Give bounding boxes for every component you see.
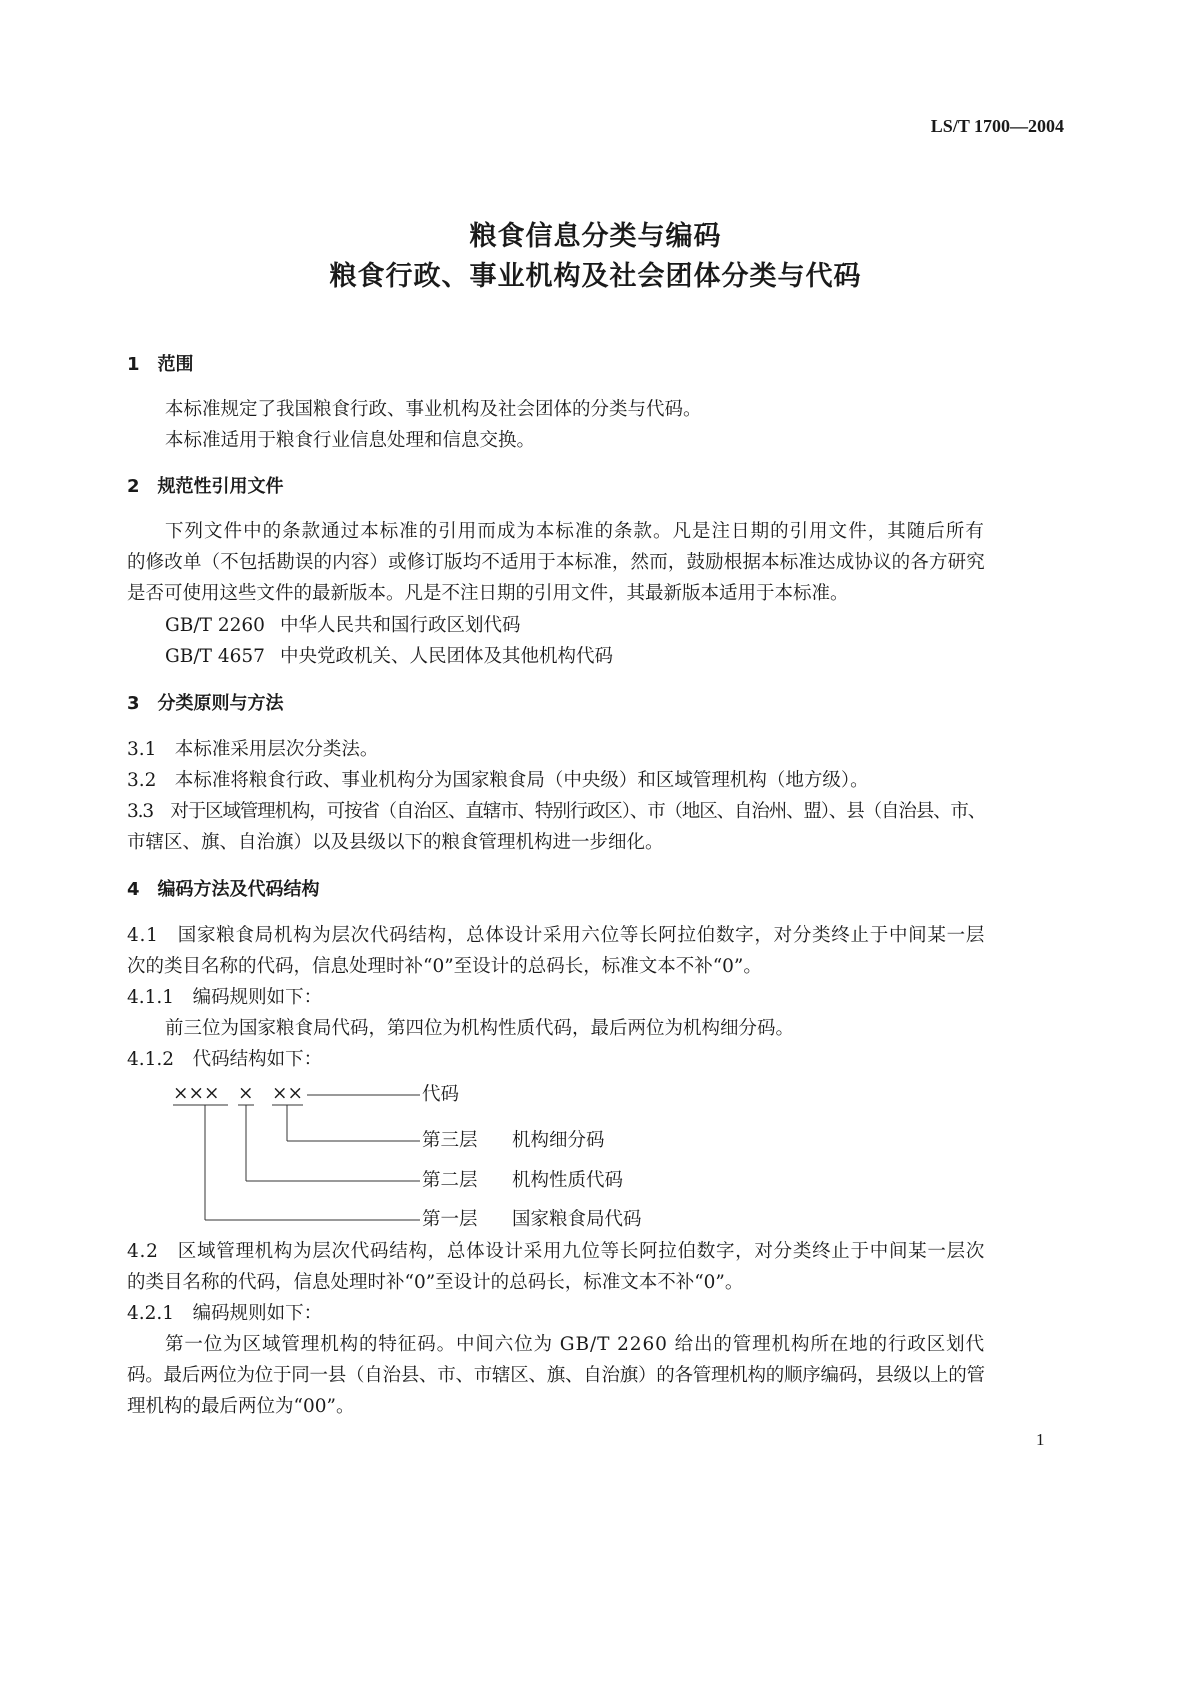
paragraph-line: 理机构的最后两位为“00”。 <box>127 1396 355 1417</box>
clause: 4.2 区域管理机构为层次代码结构，总体设计采用九位等长阿拉伯数字，对分类终止于中间某一层次 <box>127 1241 986 1262</box>
clause: 次的类目名称的代码，信息处理时补“0”至设计的总码长，标准文本不补“0”。 <box>127 956 762 977</box>
reference-code: GB/T 4657 <box>165 646 265 667</box>
code-segment-1: ××× <box>173 1083 220 1104</box>
reference-title: 中华人民共和国行政区划代码 <box>280 615 521 636</box>
level-name: 机构性质代码 <box>512 1170 624 1191</box>
level-name: 国家粮食局代码 <box>512 1209 642 1230</box>
clause: 3.3 对于区域管理机构，可按省（自治区、直辖市、特别行政区）、市（地区、自治州、盟）、县（自治县、市、 <box>127 801 986 822</box>
document-subtitle: 粮食行政、事业机构及社会团体分类与代码 <box>329 261 862 292</box>
clause: 4.2.1 编码规则如下： <box>127 1303 323 1324</box>
section-heading: 3 分类原则与方法 <box>127 693 284 714</box>
clause: 4.1 国家粮食局机构为层次代码结构，总体设计采用六位等长阿拉伯数字，对分类终止于中间某一层 <box>127 925 986 946</box>
paragraph-line: 码。最后两位为位于同一县（自治县、市、市辖区、旗、自治旗）的各管理机构的顺序编码，县级以上的管 <box>127 1365 985 1386</box>
reference-title: 中央党政机关、人民团体及其他机构代码 <box>280 646 614 667</box>
clause: 4.1.2 代码结构如下： <box>127 1049 323 1070</box>
paragraph-line: 下列文件中的条款通过本标准的引用而成为本标准的条款。凡是注日期的引用文件，其随后所有 <box>165 521 985 542</box>
section-heading: 1 范围 <box>127 354 194 375</box>
clause: 的类目名称的代码，信息处理时补“0”至设计的总码长，标准文本不补“0”。 <box>127 1272 744 1293</box>
clause: 市辖区、旗、自治旗）以及县级以下的粮食管理机构进一步细化。 <box>127 832 664 853</box>
level-label: 第一层 <box>422 1209 478 1230</box>
reference-code: GB/T 2260 <box>165 615 265 636</box>
level-label: 第三层 <box>422 1130 478 1151</box>
paragraph-line: 的修改单（不包括勘误的内容）或修订版均不适用于本标准，然而，鼓励根据本标准达成协议的各方研究 <box>127 552 985 573</box>
standard-number: LS/T 1700—2004 <box>930 116 1064 136</box>
code-segment-3: ×× <box>272 1083 304 1104</box>
clause: 4.1.1 编码规则如下： <box>127 987 323 1008</box>
clause: 3.1 本标准采用层次分类法。 <box>127 739 379 760</box>
section-heading: 4 编码方法及代码结构 <box>127 879 320 900</box>
paragraph-line: 本标准规定了我国粮食行政、事业机构及社会团体的分类与代码。 <box>165 399 702 420</box>
section-heading: 2 规范性引用文件 <box>127 476 284 497</box>
paragraph-line: 本标准适用于粮食行业信息处理和信息交换。 <box>165 430 536 451</box>
document-title: 粮食信息分类与编码 <box>469 221 722 252</box>
code-segment-2: × <box>238 1083 254 1104</box>
paragraph-line: 第一位为区域管理机构的特征码。中间六位为 GB/T 2260 给出的管理机构所在地的行政区划代 <box>165 1334 985 1355</box>
clause: 3.2 本标准将粮食行政、事业机构分为国家粮食局（中央级）和区域管理机构（地方级）。 <box>127 770 869 791</box>
code-label: 代码 <box>422 1084 460 1105</box>
clause: 前三位为国家粮食局代码，第四位为机构性质代码，最后两位为机构细分码。 <box>165 1018 795 1039</box>
level-name: 机构细分码 <box>512 1130 605 1151</box>
paragraph-line: 是否可使用这些文件的最新版本。凡是不注日期的引用文件，其最新版本适用于本标准。 <box>127 583 849 604</box>
level-label: 第二层 <box>422 1170 478 1191</box>
page-number: 1 <box>1036 1430 1045 1449</box>
